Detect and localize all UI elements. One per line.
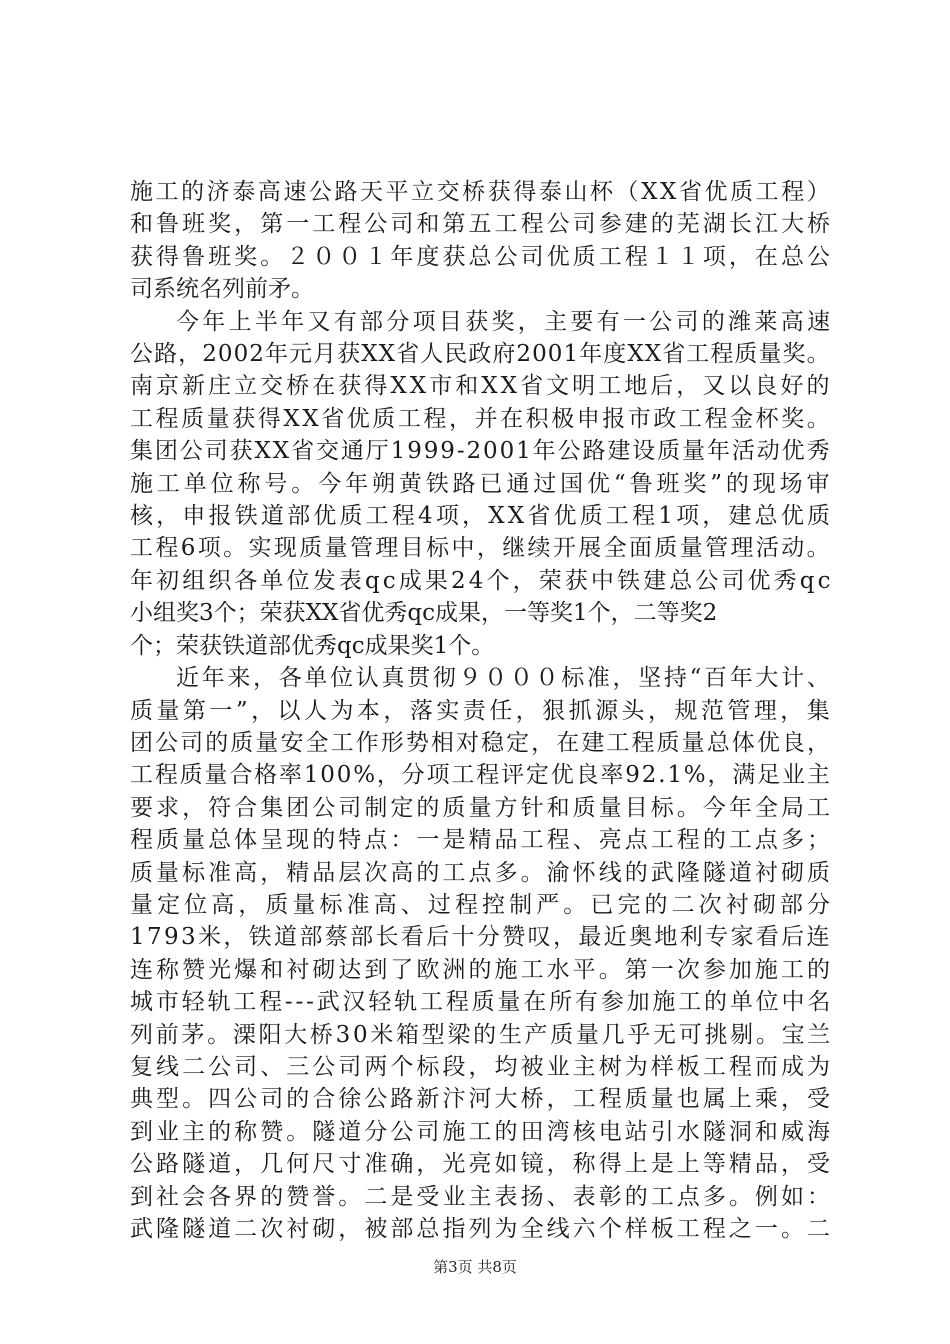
text-line: 典型。四公司的合徐公路新汴河大桥，工程质量也属上乘，受 (130, 1086, 834, 1113)
text-line: 工程质量合格率100%，分项工程评定优良率92.1%，满足业主 (130, 762, 832, 789)
text-line: 年初组织各单位发表qc成果24个，荣获中铁建总公司优秀qc (130, 567, 834, 594)
text-line: 武隆隧道二次衬砌，被部总指列为全线六个样板工程之一。二 (130, 1216, 834, 1242)
text-line: 到业主的称赞。隧道分公司施工的田湾核电站引水隧洞和威海 (130, 1118, 834, 1145)
text-line: 集团公司获XX省交通厅1999-2001年公路建设质量年活动优秀 (130, 438, 832, 465)
text-line: 要求，符合集团公司制定的质量方针和质量目标。今年全局工 (130, 794, 834, 821)
text-line: 司系统名列前矛。 (130, 276, 314, 303)
text-line: 施工单位称号。今年朔黄铁路已通过国优“鲁班奖”的现场审 (130, 470, 834, 497)
text-line: 列前茅。溧阳大桥30米箱型梁的生产质量几乎无可挑剔。宝兰 (130, 1021, 833, 1048)
page-footer: 第3页 共8页 (433, 1258, 517, 1276)
text-line: 今年上半年又有部分项目获奖，主要有一公司的潍莱高速 (176, 308, 834, 335)
text-line: 团公司的质量安全工作形势相对稳定，在建工程质量总体优良， (130, 729, 833, 756)
text-line: 小组奖3个；荣获XX省优秀qc成果，一等奖1个，二等奖2 (130, 600, 718, 627)
text-line: 量定位高，质量标准高、过程控制严。已完的二次衬砌部分 (130, 891, 835, 918)
text-line: 工程质量获得XX省优质工程，并在积极申报市政工程金杯奖。 (130, 405, 833, 432)
text-line: 获得鲁班奖。２００１年度获总公司优质工程１１项，在总公 (130, 243, 834, 270)
text-line: 工程6项。实现质量管理目标中，继续开展全面质量管理活动。 (130, 535, 833, 562)
text-line: 近年来，各单位认真贯彻９０００标准，坚持“百年大计、 (176, 665, 833, 692)
text-line: 质量第一”，以人为本，落实责任，狠抓源头，规范管理，集 (130, 697, 834, 724)
body-text (130, 176, 835, 1245)
text-line: 城市轻轨工程---武汉轻轨工程质量在所有参加施工的单位中名 (130, 989, 834, 1016)
text-line: 1793米，铁道部蔡部长看后十分赞叹，最近奥地利专家看后连 (130, 924, 832, 951)
text-line: 质量标准高，精品层次高的工点多。渝怀线的武隆隧道衬砌质 (130, 859, 834, 886)
text-line: 南京新庄立交桥在获得XX市和XX省文明工地后，又以良好的 (130, 373, 833, 400)
text-line: 个；荣获铁道部优秀qc成果奖1个。 (130, 632, 495, 659)
text-line: 施工的济泰高速公路天平立交桥获得泰山杯（XX省优质工程） (130, 179, 833, 205)
text-line: 公路隧道，几何尺寸准确，光亮如镜，称得上是上等精品，受 (130, 1151, 834, 1178)
text-line: 和鲁班奖，第一工程公司和第五工程公司参建的芜湖长江大桥 (130, 211, 834, 238)
text-line: 连称赞光爆和衬砌达到了欧洲的施工水平。第一次参加施工的 (130, 956, 834, 983)
text-line: 程质量总体呈现的特点：一是精品工程、亮点工程的工点多； (130, 827, 834, 854)
text-line: 核，申报铁道部优质工程4项，XX省优质工程1项，建总优质 (130, 503, 834, 530)
text-line: 复线二公司、三公司两个标段，均被业主树为样板工程而成为 (130, 1053, 834, 1080)
text-line: 公路，2002年元月获XX省人民政府2001年度XX省工程质量奖。 (130, 341, 831, 368)
text-line: 到社会各界的赞誉。二是受业主表扬、表彰的工点多。例如： (130, 1183, 834, 1210)
